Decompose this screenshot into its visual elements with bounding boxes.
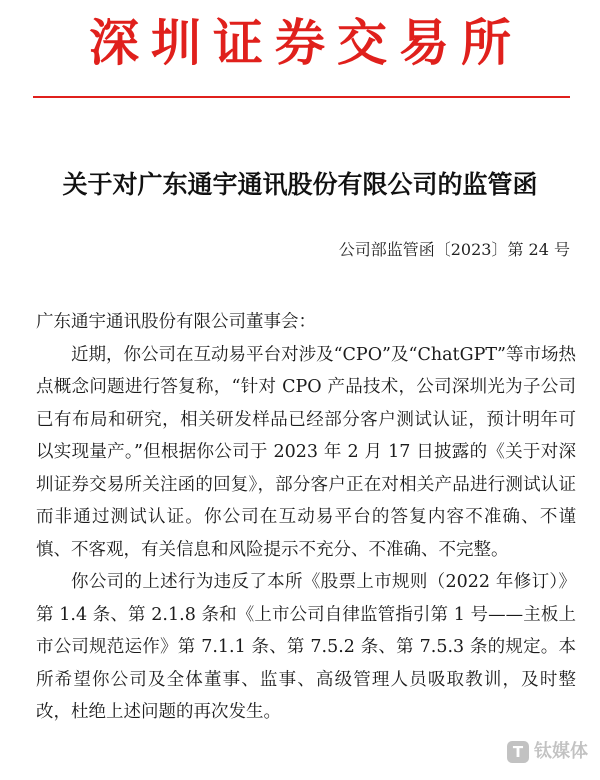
- body-paragraph-1: 近期，你公司在互动易平台对涉及“CPO”及“ChatGPT”等市场热点概念问题进行答复称，“针对 CPO 产品技术，公司深圳光为子公司已有布局和研究，相关研发样品已经部分客户测试认证，预计明年可以实现量产。”但根据你公司于 2023 年 2 月 17 日披露的《关于对深圳证券交易所关注函的回复》，部分客户正在对相关产品进行测试认证而非通过测试认证。你公司在互动易平台的答复内容不准确、不谨慎、不客观，有关信息和风险提示不充分、不准确、不完整。: [36, 344, 576, 560]
- watermark: [507, 741, 588, 763]
- body-paragraph-2: 你公司的上述行为违反了本所《股票上市规则（2022 年修订）》第 1.4 条、第 2.1.8 条和《上市公司自律监管指引第 1 号——主板上市公司规范运作》第 7.1.1 条、第 7.5.2 条、第 7.5.3 条的规定。本所希望你公司及全体董事、监事、高级管理人员吸取教训，及时整改，杜绝上述问题的再次发生。: [36, 572, 576, 722]
- tmt-logo-icon: T: [507, 741, 529, 763]
- document-number: 公司部监管函〔2023〕第 24 号: [338, 240, 570, 259]
- letterhead-rule: [33, 96, 570, 98]
- document-title: 关于对广东通宇通讯股份有限公司的监管函: [62, 170, 538, 199]
- document-body: [36, 306, 576, 729]
- letterhead-organization: 深圳证券交易所: [89, 13, 523, 72]
- salutation: 广东通宇通讯股份有限公司董事会：: [36, 312, 316, 332]
- watermark-text: 钛媒体: [534, 741, 588, 762]
